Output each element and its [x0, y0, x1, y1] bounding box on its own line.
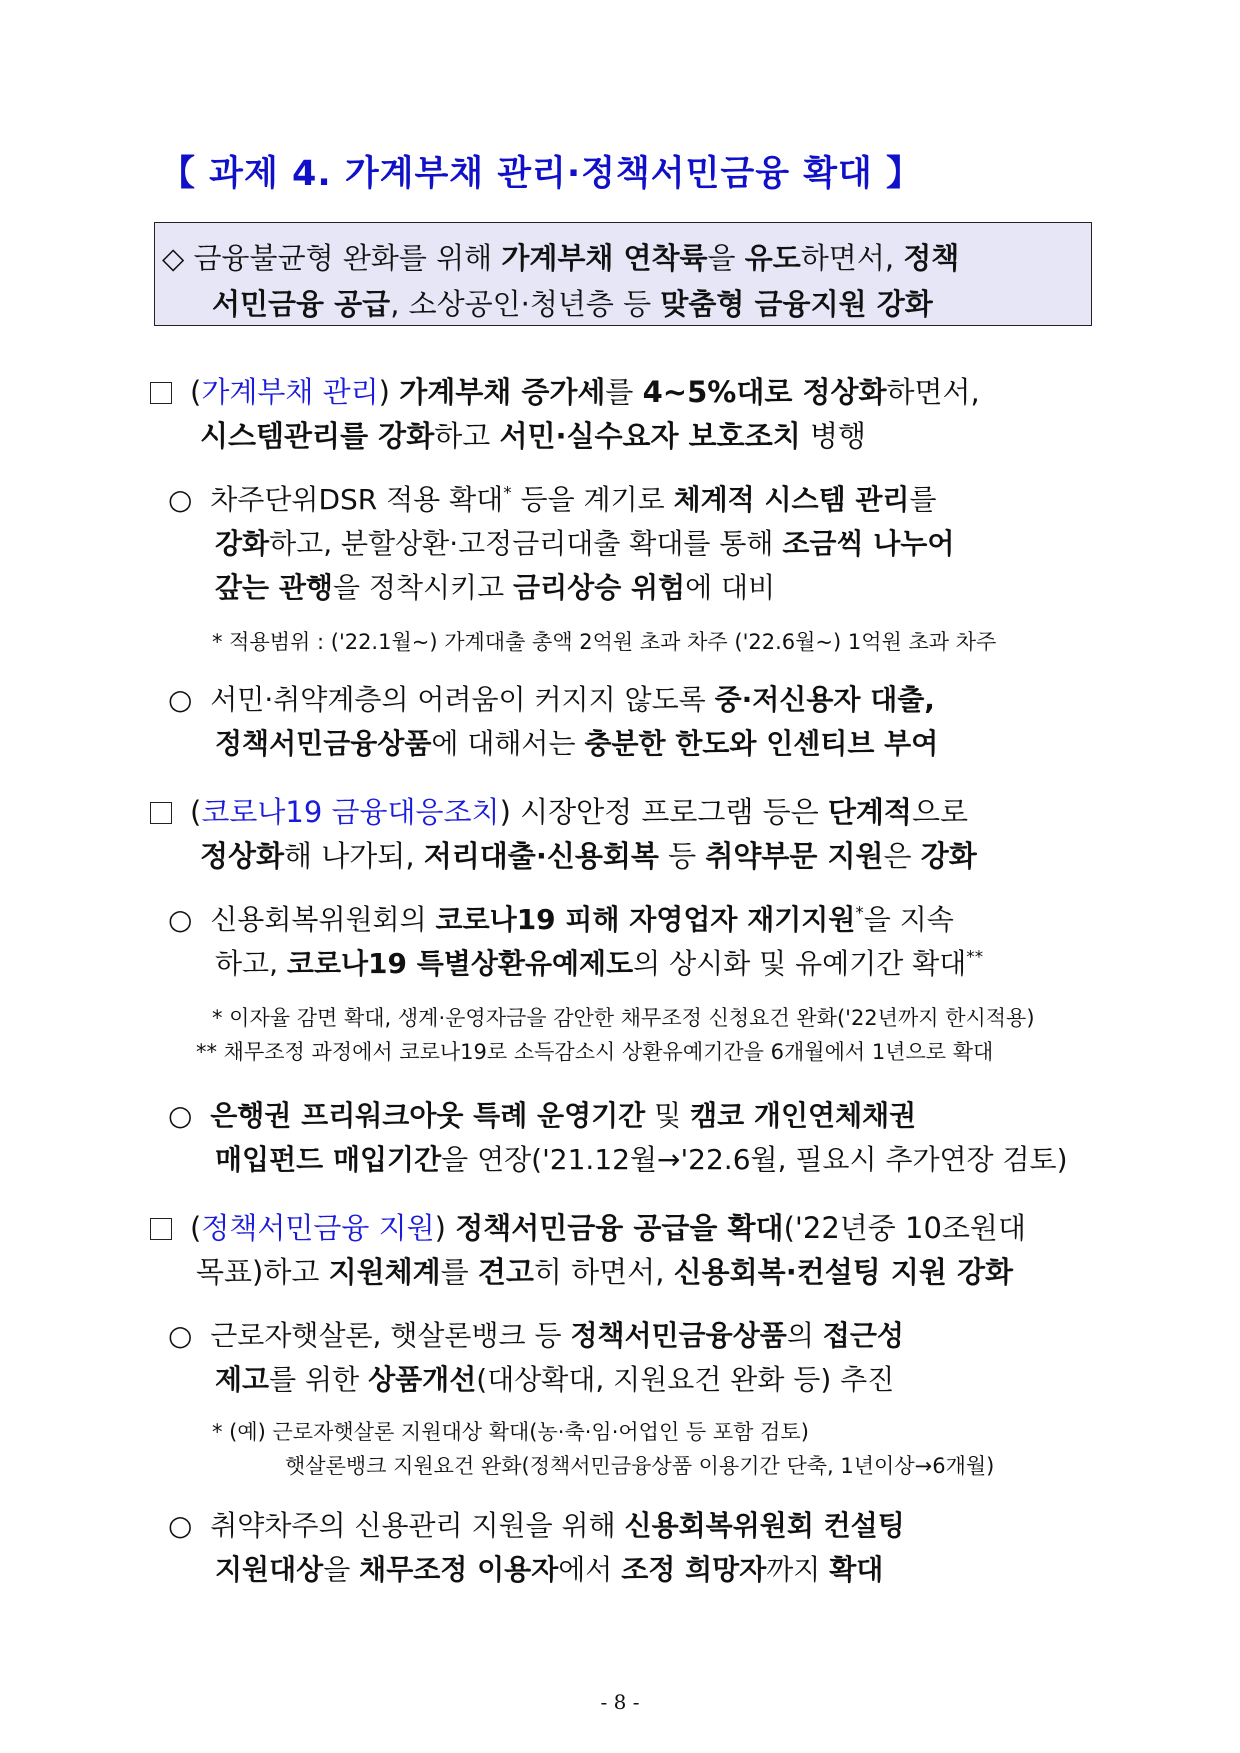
text-run: 서민금융 공급 — [212, 287, 391, 321]
checkbox-square-icon — [150, 382, 172, 404]
summary-text-1 — [194, 241, 960, 275]
text-run: 시스템관리를 강화 — [200, 419, 435, 453]
text-run: 맞춤형 금융지원 강화 — [660, 287, 933, 321]
text-run: 을 — [707, 241, 745, 275]
text-run: 조정 희망자 — [621, 1553, 767, 1586]
checkbox-square-icon — [150, 1218, 172, 1240]
text-run: (대상확대, 지원요건 완화 등) 추진 — [476, 1363, 895, 1396]
text-run: 취약차주의 신용관리 지원을 위해 — [210, 1509, 625, 1542]
text-run: 을 정착시키고 — [332, 571, 514, 604]
bullet-5-line-1 — [168, 1314, 904, 1354]
footnote: * (예) 근로자햇살론 지원대상 확대(농·축·임·어업인 등 포함 검토) — [212, 1420, 809, 1444]
section-heading-2: (코로나19 금융대응조치) 시장안정 프로그램 등은 단계적으로 — [150, 790, 968, 831]
text-run: 에 대비 — [685, 571, 776, 604]
section-label: 코로나19 금융대응조치 — [201, 795, 500, 829]
text-run: ) — [434, 1211, 456, 1245]
text-run: 가계부채 증가세 — [399, 375, 606, 409]
diamond-icon: ◇ — [162, 241, 185, 275]
text-run: 채무조정 이용자 — [359, 1553, 559, 1586]
summary-line-1 — [162, 236, 959, 277]
text-run: 를 — [909, 483, 937, 516]
text-run: * — [855, 902, 864, 923]
text-run: 를 — [605, 375, 643, 409]
text-run: 등을 계기로 — [511, 483, 674, 516]
text-run: 으로 — [911, 795, 968, 829]
text-run: 확대 — [829, 1553, 884, 1586]
text-run: 견고 — [477, 1255, 534, 1289]
circle-bullet-icon: ○ — [168, 903, 193, 936]
section-heading-2-line-2 — [200, 834, 977, 875]
section-label: 가계부채 관리 — [201, 375, 379, 409]
text-run: 서민·실수요자 보호조치 — [499, 419, 801, 453]
footnote: ** 채무조정 과정에서 코로나19로 소득감소시 상환유예기간을 6개월에서 1년으로 확대 — [196, 1040, 994, 1064]
text-run: 코로나19 피해 자영업자 재기지원 — [435, 903, 856, 936]
text-run: 정책 — [903, 241, 960, 275]
circle-bullet-icon: ○ — [168, 1319, 193, 1352]
text-run: 신용회복위원회 컨설팅 — [624, 1509, 905, 1542]
bullet-3-line-1 — [168, 898, 954, 938]
bullet-1-line-3 — [215, 566, 775, 606]
text-run: 목표)하고 — [196, 1255, 329, 1289]
text-run: 가계부채 연착륙 — [501, 241, 708, 275]
text-run: , 소상공인·청년층 등 — [390, 287, 661, 321]
text-run: 서민·취약계층의 어려움이 커지지 않도록 — [210, 683, 715, 716]
text-run: 조금씩 나누어 — [782, 527, 955, 560]
text-run: 하면서, — [886, 375, 980, 409]
text-run: 의 상시화 및 유예기간 확대 — [633, 947, 967, 980]
bullet-1-line-2 — [215, 522, 954, 562]
bullet-6-line-1 — [168, 1504, 905, 1544]
bullet-4-line-2 — [215, 1138, 1068, 1178]
checkbox-square-icon — [150, 802, 172, 824]
text-run: 취약부문 지원 — [705, 839, 884, 873]
text-run: 에서 — [558, 1553, 622, 1586]
text-run: 중·저신용자 대출, — [714, 683, 935, 716]
text-run: 히 하면서, — [533, 1255, 674, 1289]
page-title: 【 과제 4. 가계부채 관리·정책서민금융 확대 】 — [160, 154, 923, 194]
text-run: 하고, — [215, 947, 287, 980]
text-run: 신용회복·컨설팅 지원 강화 — [673, 1255, 1014, 1289]
bullet-2-line-2 — [215, 722, 938, 762]
text-run: 등 — [658, 839, 706, 873]
text-run: ) 시장안정 프로그램 등은 — [499, 795, 828, 829]
text-run: 를 위한 — [269, 1363, 369, 1396]
text-run: 및 — [645, 1099, 691, 1132]
footnote: 햇살론뱅크 지원요건 완화(정책서민금융상품 이용기간 단축, 1년이상→6개월) — [285, 1454, 995, 1478]
text-run: 제고 — [215, 1363, 270, 1396]
text-run: 병행 — [800, 419, 866, 453]
text-run: 지원체계 — [328, 1255, 441, 1289]
text-run: 지원대상 — [215, 1553, 324, 1586]
text-run: 체계적 시스템 관리 — [673, 483, 910, 516]
circle-bullet-icon: ○ — [168, 483, 193, 516]
text-run: 해 나가되, — [284, 839, 424, 873]
text-run: 코로나19 특별상환유예제도 — [286, 947, 634, 980]
text-run: 충분한 한도와 인센티브 부여 — [584, 727, 939, 760]
text-run: 을 — [323, 1553, 360, 1586]
text-run: 강화 — [215, 527, 270, 560]
bullet-4-line-1 — [168, 1094, 916, 1134]
text-run: 정상화 — [200, 839, 285, 873]
page-number: - 8 - — [600, 1690, 640, 1714]
section-heading-1-line-2 — [200, 414, 866, 455]
text-run: ) — [378, 375, 400, 409]
text-run: 차주단위DSR 적용 확대 — [210, 483, 504, 516]
text-run: 접근성 — [822, 1319, 904, 1352]
text-run: 은 — [883, 839, 921, 873]
bullet-5-line-2 — [215, 1358, 894, 1398]
section-heading-1: (가계부채 관리) 가계부채 증가세를 4~5%대로 정상화하면서, — [150, 370, 980, 411]
text-run: 단계적 — [827, 795, 912, 829]
bullet-6-line-2 — [215, 1548, 883, 1588]
footnote: * 이자율 감면 확대, 생계·운영자금을 감안한 채무조정 신청요건 완화('22년까지 한시적용) — [212, 1006, 1035, 1030]
text-run: 갚는 관행 — [215, 571, 333, 604]
text-run: 을 지속 — [863, 903, 954, 936]
text-run: 하고 — [434, 419, 500, 453]
bullet-3-line-2 — [215, 942, 983, 982]
summary-line-2 — [212, 282, 933, 323]
text-run: ('22년중 10조원대 — [783, 1211, 1026, 1245]
section-label: 정책서민금융 지원 — [201, 1211, 435, 1245]
text-run: 캠코 개인연체채권 — [690, 1099, 917, 1132]
section-heading-3: (정책서민금융 지원) 정책서민금융 공급을 확대('22년중 10조원대 — [150, 1206, 1026, 1247]
text-run: * — [503, 482, 512, 503]
text-run: 를 — [440, 1255, 478, 1289]
section-heading-3-line-2 — [196, 1250, 1013, 1291]
text-run: 매입펀드 매입기간 — [215, 1143, 442, 1176]
text-run: 정책서민금융상품 — [215, 727, 432, 760]
text-run: 까지 — [766, 1553, 830, 1586]
text-run: 을 연장('21.12월→'22.6월, 필요시 추가연장 검토) — [441, 1143, 1068, 1176]
text-run: 근로자햇살론, 햇살론뱅크 등 — [210, 1319, 571, 1352]
bullet-1-line-1 — [168, 478, 937, 518]
text-run: 유도 — [744, 241, 801, 275]
text-run: 하고, 분할상환·고정금리대출 확대를 통해 — [269, 527, 783, 560]
text-run: 하면서, — [800, 241, 904, 275]
bullet-2-line-1 — [168, 678, 935, 718]
text-run: 신용회복위원회의 — [210, 903, 436, 936]
text-run: 금리상승 위험 — [513, 571, 686, 604]
text-run: 정책서민금융 공급을 확대 — [455, 1211, 784, 1245]
text-run: 에 대해서는 — [431, 727, 585, 760]
text-run: 은행권 프리워크아웃 특례 운영기간 — [210, 1099, 646, 1132]
text-run: 강화 — [920, 839, 977, 873]
circle-bullet-icon: ○ — [168, 1509, 193, 1542]
text-run: 4~5%대로 정상화 — [642, 375, 887, 409]
text-run: 금융불균형 완화를 위해 — [193, 241, 502, 275]
text-run: 상품개선 — [368, 1363, 477, 1396]
text-run: 정책서민금융상품 — [570, 1319, 787, 1352]
circle-bullet-icon: ○ — [168, 683, 193, 716]
footnote: * 적용범위 : ('22.1월~) 가계대출 총액 2억원 초과 차주 ('22.6월~) 1억원 초과 차주 — [212, 630, 997, 654]
text-run: 의 — [786, 1319, 823, 1352]
text-run: ** — [966, 946, 984, 967]
text-run: 저리대출·신용회복 — [423, 839, 659, 873]
circle-bullet-icon: ○ — [168, 1099, 193, 1132]
